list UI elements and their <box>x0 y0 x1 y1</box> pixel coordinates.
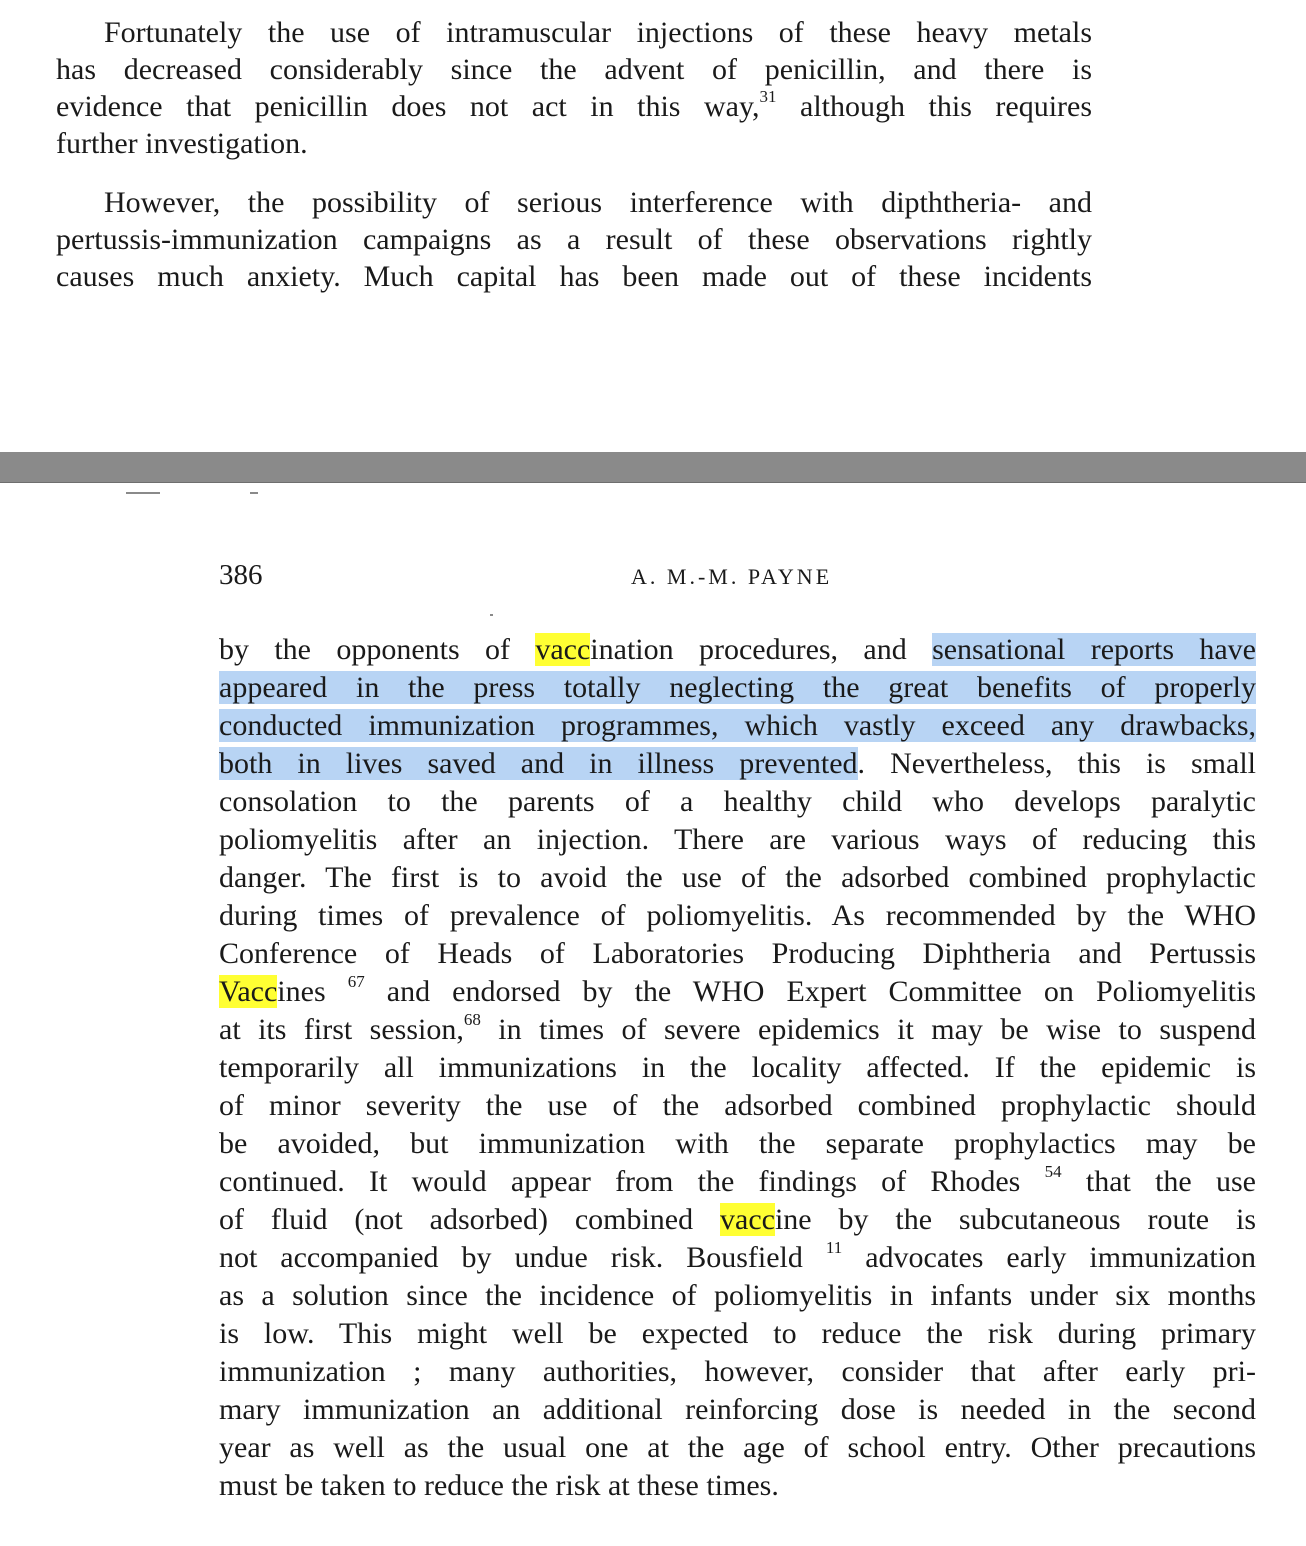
text-line: poliomyelitis after an injection. There are various ways of reducing this <box>219 823 1256 856</box>
text-fragment: ines <box>277 975 348 1008</box>
text-line: immunization ; many authorities, however, consider that after early pri- <box>219 1355 1256 1388</box>
text-line: during times of prevalence of poliomyelitis. As recommended by the WHO <box>219 899 1256 932</box>
text-line: is low. This might well be expected to reduce the risk during primary <box>219 1317 1256 1350</box>
search-highlight[interactable]: vacc <box>535 633 591 666</box>
text-line: has decreased considerably since the advent of penicillin, and there is <box>56 53 1092 86</box>
text-fragment: ination procedures, and <box>590 633 933 666</box>
scan-artifact <box>250 492 258 494</box>
text-line: must be taken to reduce the risk at these times. <box>219 1469 779 1502</box>
reference-superscript: 11 <box>825 1238 843 1257</box>
body-text <box>219 631 1256 1505</box>
text-line: Conference of Heads of Laboratories Producing Diphtheria and Pertussis <box>219 937 1256 970</box>
text-line: temporarily all immunizations in the locality affected. If the epidemic is <box>219 1051 1256 1084</box>
previous-paragraph-2 <box>56 184 1092 295</box>
text-fragment: ine by the subcutaneous route is <box>774 1203 1256 1236</box>
selection-highlight[interactable]: sensational reports have <box>932 633 1256 666</box>
text-line: be avoided, but immunization with the separate prophylactics may be <box>219 1127 1256 1160</box>
running-head-author: A. M.-M. PAYNE <box>631 564 833 589</box>
text-line: Fortunately the use of intramuscular injections of these heavy metals <box>104 16 1092 49</box>
text-fragment: continued. It would appear from the findings of Rhodes <box>219 1165 1045 1198</box>
reference-superscript: 67 <box>347 972 365 991</box>
reference-superscript: 31 <box>759 87 777 106</box>
scan-artifact <box>490 614 493 616</box>
text-line: danger. The first is to avoid the use of the adsorbed combined prophylactic <box>219 861 1256 894</box>
text-fragment: . Nevertheless, this is small <box>857 747 1256 780</box>
search-highlight[interactable]: Vacc <box>219 975 278 1008</box>
text-line <box>219 1011 1256 1049</box>
text-line: as a solution since the incidence of poliomyelitis in infants under six months <box>219 1279 1256 1312</box>
text-fragment: at its first session, <box>219 1013 464 1046</box>
text-line: causes much anxiety. Much capital has been made out of these incidents <box>56 260 1092 293</box>
text-line: However, the possibility of serious interference with dipththeria- and <box>104 186 1092 219</box>
text-line <box>56 88 1092 125</box>
text-fragment: evidence that penicillin does not act in this way, <box>56 90 760 123</box>
text-line <box>219 669 1256 707</box>
text-line <box>219 745 1256 783</box>
text-fragment: not accompanied by undue risk. Bousfield <box>219 1241 826 1274</box>
text-fragment: and endorsed by the WHO Expert Committee on Poliomyelitis <box>364 975 1257 1008</box>
text-line: consolation to the parents of a healthy child who develops paralytic <box>219 785 1256 818</box>
text-line <box>219 1163 1256 1201</box>
text-fragment: although this requires <box>800 90 1093 123</box>
text-line: further investigation. <box>56 127 308 160</box>
text-fragment: in times of severe epidemics it may be wise to suspend <box>480 1013 1257 1046</box>
selection-highlight[interactable]: both in lives saved and in illness prevented <box>219 747 858 780</box>
text-fragment: that the use <box>1061 1165 1256 1198</box>
previous-page-text <box>56 14 1092 317</box>
selection-highlight[interactable]: conducted immunization programmes, which vastly exceed any drawbacks, <box>219 709 1256 742</box>
text-fragment: advocates early immunization <box>842 1241 1256 1274</box>
text-line: year as well as the usual one at the age of school entry. Other precautions <box>219 1431 1256 1464</box>
running-head <box>219 555 1256 595</box>
search-highlight[interactable]: vacc <box>720 1203 775 1236</box>
text-line: mary immunization an additional reinforcing dose is needed in the second <box>219 1393 1256 1426</box>
reference-superscript: 68 <box>463 1010 481 1029</box>
text-line: of minor severity the use of the adsorbed combined prophylactic should <box>219 1089 1256 1122</box>
text-line: pertussis-immunization campaigns as a result of these observations rightly <box>56 223 1092 256</box>
selection-highlight[interactable]: appeared in the press totally neglecting the great benefits of properly <box>219 671 1256 704</box>
text-line <box>219 631 1256 669</box>
page-number: 386 <box>219 559 263 591</box>
scan-artifact <box>126 492 160 494</box>
text-line <box>219 707 1256 745</box>
text-line <box>219 973 1256 1011</box>
text-line <box>219 1201 1256 1239</box>
text-fragment: by the opponents of <box>219 633 536 666</box>
text-fragment: of fluid (not adsorbed) combined <box>219 1203 721 1236</box>
previous-paragraph-1 <box>56 14 1092 162</box>
reference-superscript: 54 <box>1044 1162 1062 1181</box>
text-line <box>219 1239 1256 1277</box>
page-separator <box>0 452 1306 483</box>
previous-page <box>0 0 1306 452</box>
